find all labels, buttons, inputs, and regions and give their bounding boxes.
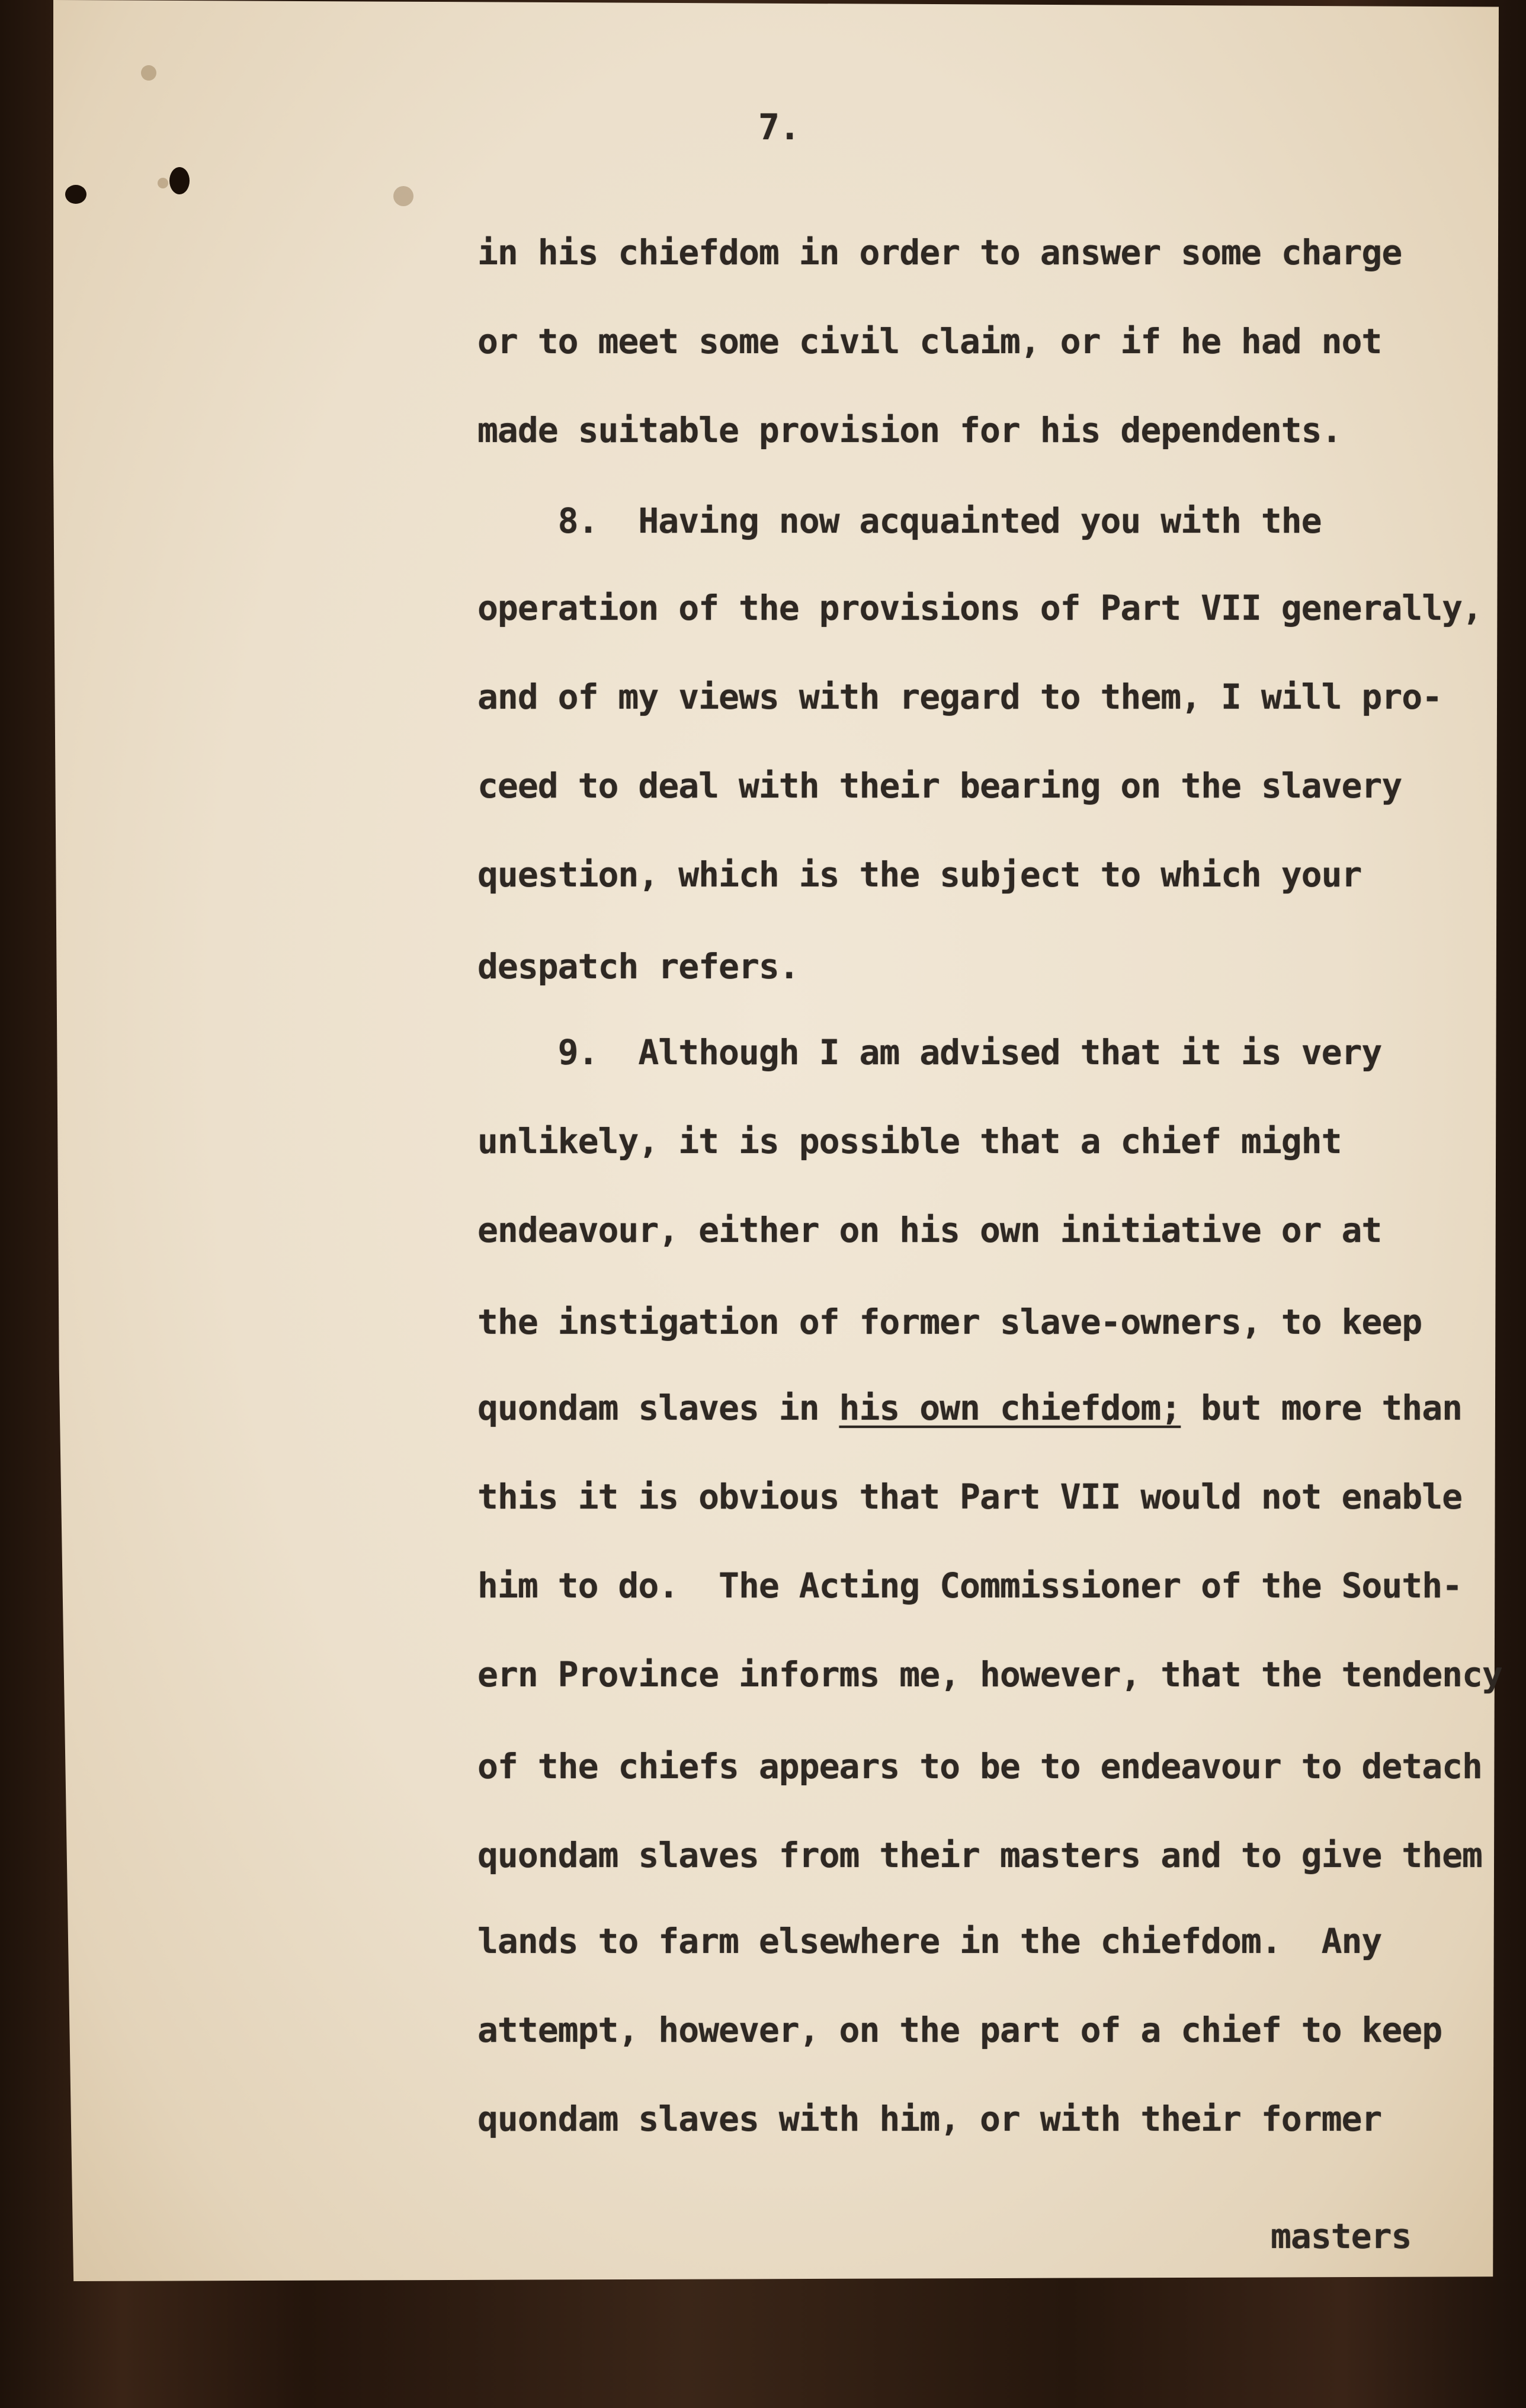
text-segment: but more than — [1181, 1388, 1463, 1428]
text-line: ceed to deal with their bearing on the slavery — [477, 766, 1402, 806]
text-segment: quondam slaves in — [477, 1388, 839, 1428]
catchword: masters — [1271, 2216, 1412, 2256]
text-line: operation of the provisions of Part VII generally, — [477, 588, 1482, 628]
text-line: the instigation of former slave-owners, to keep — [477, 1302, 1422, 1342]
text-line: 8. Having now acquainted you with the — [477, 501, 1322, 541]
text-line: of the chiefs appears to be to endeavour to detach — [477, 1746, 1482, 1786]
text-line: 9. Although I am advised that it is very — [477, 1032, 1382, 1072]
text-line: unlikely, it is possible that a chief might — [477, 1121, 1342, 1161]
text-line: this it is obvious that Part VII would not enable — [477, 1477, 1463, 1517]
text-line: made suitable provision for his dependents. — [477, 410, 1342, 450]
text-line: lands to farm elsewhere in the chiefdom. Any — [477, 1921, 1382, 1961]
underlined-phrase: his own chiefdom; — [839, 1388, 1181, 1428]
text-line: attempt, however, on the part of a chief to keep — [477, 2010, 1442, 2050]
foxing-spot — [141, 65, 156, 81]
text-line: ern Province informs me, however, that the tendency — [477, 1654, 1502, 1695]
text-line: him to do. The Acting Commissioner of the South- — [477, 1565, 1463, 1606]
punch-hole — [169, 167, 190, 194]
foxing-spot — [158, 178, 168, 188]
text-line: and of my views with regard to them, I will pro- — [477, 677, 1442, 717]
text-line: or to meet some civil claim, or if he had not — [477, 321, 1382, 361]
text-line: despatch refers. — [477, 946, 799, 987]
text-line: question, which is the subject to which your — [477, 854, 1362, 895]
text-line: quondam slaves with him, or with their former — [477, 2099, 1382, 2139]
text-line: in his chiefdom in order to answer some charge — [477, 232, 1402, 273]
text-line: quondam slaves from their masters and to give them — [477, 1835, 1482, 1875]
foxing-spot — [393, 186, 413, 206]
punch-hole — [65, 185, 86, 204]
text-line: endeavour, either on his own initiative or at — [477, 1210, 1382, 1250]
page-number: 7. — [758, 107, 800, 148]
text-line-with-underline — [477, 1388, 1462, 1428]
